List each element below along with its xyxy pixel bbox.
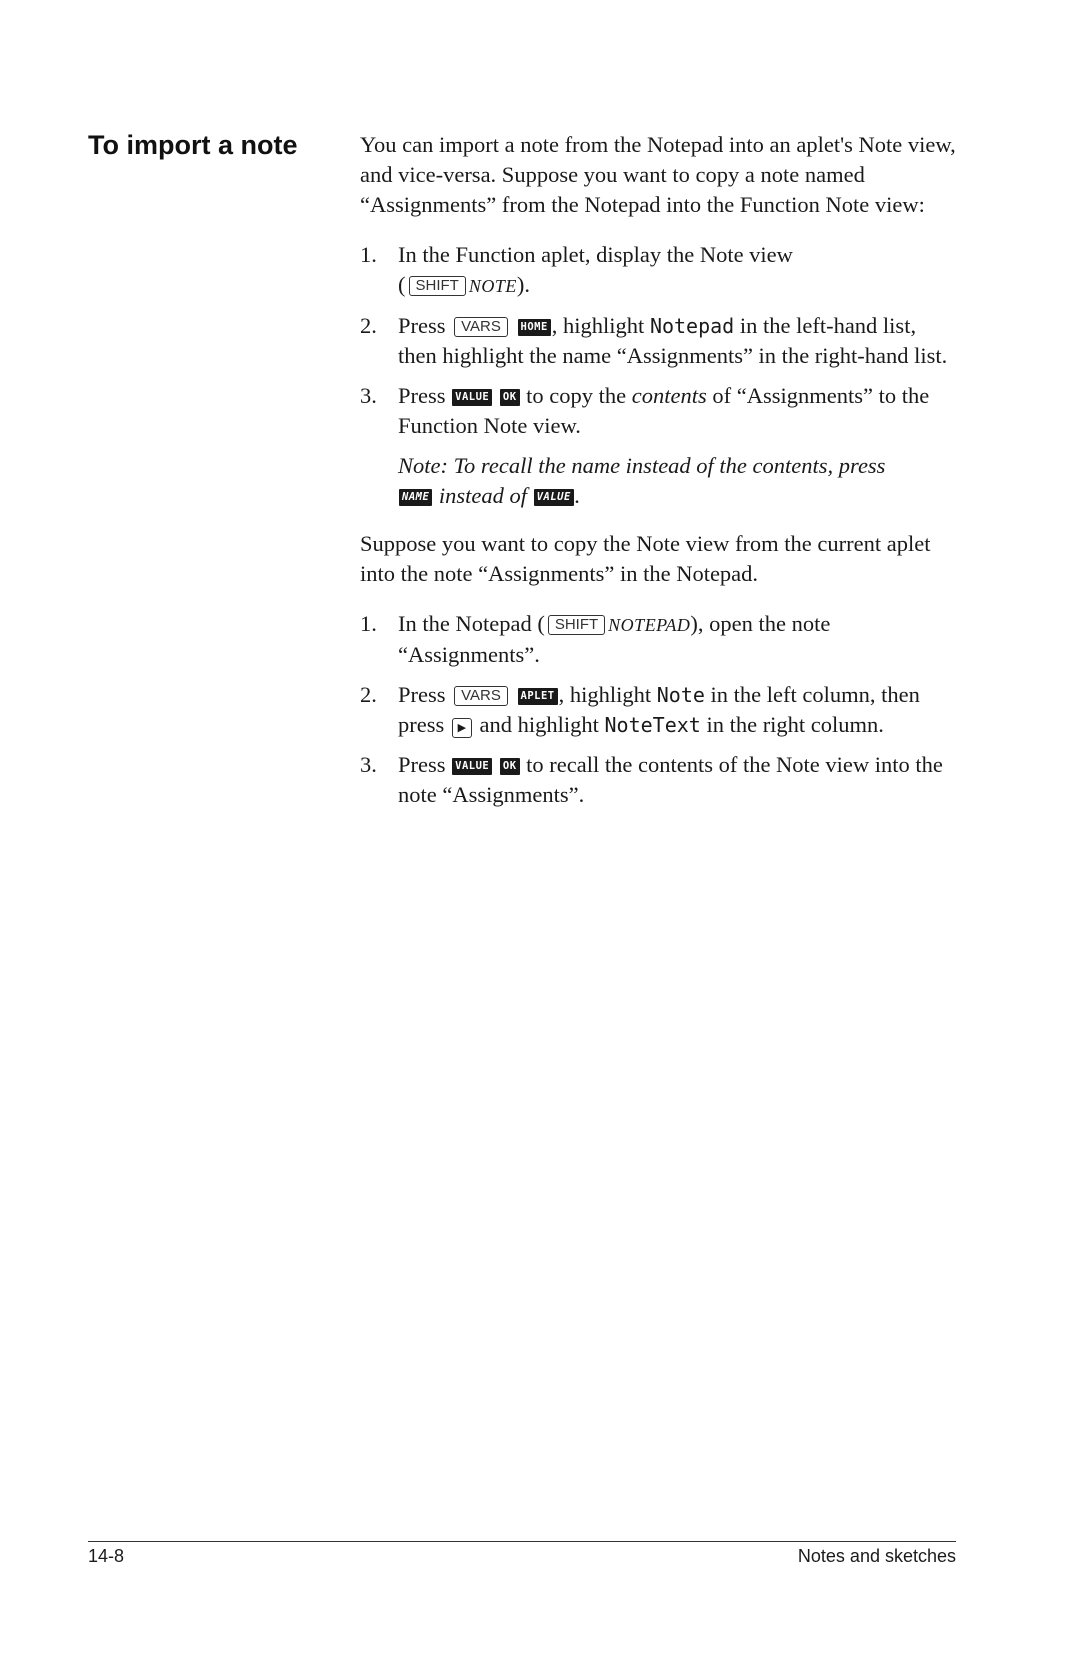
step-number: 3. <box>360 752 377 777</box>
name-softkey: NAME <box>399 489 432 506</box>
note-text: . <box>574 483 581 508</box>
section-heading: To import a note <box>88 130 298 160</box>
step-text: in the right column. <box>700 712 884 737</box>
step-text: ). <box>516 272 530 297</box>
export-steps-list <box>360 609 960 810</box>
step-text: , highlight <box>558 682 657 707</box>
step-text: to copy the <box>520 383 632 408</box>
step-text: ( <box>398 272 406 297</box>
list-item <box>360 311 960 371</box>
step-text: Press <box>398 752 446 777</box>
code-term: NoteText <box>604 713 701 737</box>
value-softkey: VALUE <box>452 758 492 775</box>
note-text: Note: To recall the name instead of the contents, press <box>398 453 886 478</box>
step-text: Press <box>398 682 446 707</box>
key-function-label: NOTE <box>468 276 517 296</box>
step-text: Press <box>398 383 446 408</box>
code-term: Notepad <box>649 314 735 338</box>
ok-softkey: OK <box>500 758 520 775</box>
list-item <box>360 240 960 301</box>
emphasis-text: contents <box>631 383 707 408</box>
import-steps-list <box>360 240 960 441</box>
code-term: Note <box>656 683 705 707</box>
list-item <box>360 750 960 810</box>
list-item <box>360 680 960 740</box>
intro-paragraph-2: Suppose you want to copy the Note view from the current aplet into the note “Assignments” in the Notepad. <box>360 531 931 586</box>
step-text: in the left column, then press <box>398 682 920 737</box>
key-function-label: NOTEPAD <box>608 615 691 635</box>
step-text: In the Notepad ( <box>398 611 545 636</box>
list-item <box>360 381 960 441</box>
page-number: 14-8 <box>88 1546 125 1566</box>
shift-key: SHIFT <box>548 615 605 635</box>
step-text: ), open the note “Assignments”. <box>398 611 831 667</box>
step-number: 2. <box>360 313 377 338</box>
step-text: Press <box>398 313 446 338</box>
step-number: 2. <box>360 682 377 707</box>
home-softkey: HOME <box>518 319 551 336</box>
vars-key: VARS <box>454 686 508 706</box>
note-text: instead of <box>433 483 533 508</box>
value-softkey: VALUE <box>534 489 574 506</box>
step-text: and highlight <box>473 712 605 737</box>
step-text: to recall the contents of the Note view into the note “Assignments”. <box>398 752 943 807</box>
aplet-softkey: APLET <box>518 688 558 705</box>
vars-key: VARS <box>454 317 508 337</box>
shift-key: SHIFT <box>409 276 466 296</box>
body-content <box>360 130 960 820</box>
list-item <box>360 609 960 670</box>
right-arrow-key-icon: ▶ <box>452 718 472 738</box>
ok-softkey: OK <box>500 389 520 406</box>
step-text: In the Function aplet, display the Note view <box>398 242 793 267</box>
step-number: 1. <box>360 242 377 267</box>
step-text: of “Assignments” to the Function Note view. <box>398 383 930 438</box>
footer-divider <box>88 1541 956 1542</box>
step-number: 3. <box>360 383 377 408</box>
step-number: 1. <box>360 611 377 636</box>
step-text: in the left-hand list, then highlight the name “Assignments” in the right-hand list. <box>398 313 948 368</box>
chapter-title: Notes and sketches <box>797 1546 956 1566</box>
step-text: , highlight <box>551 313 650 338</box>
note-paragraph <box>360 451 960 511</box>
value-softkey: VALUE <box>452 389 492 406</box>
intro-paragraph-1: You can import a note from the Notepad into an aplet's Note view, and vice-versa. Suppose you want to copy a note named “Assignments” from the Notepad into the Function Note view: <box>360 132 956 217</box>
